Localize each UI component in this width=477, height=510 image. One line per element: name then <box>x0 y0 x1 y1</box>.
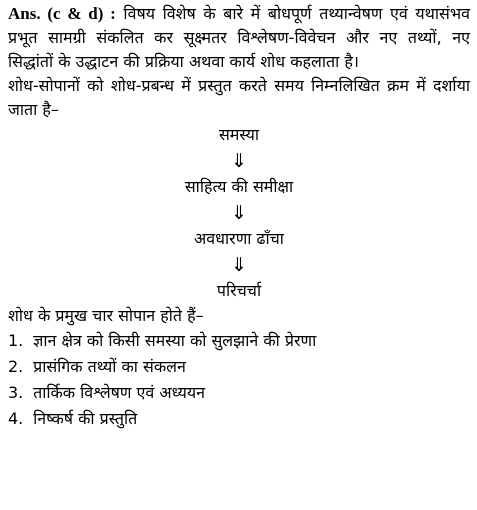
down-arrow-icon: ⇓ <box>231 150 247 172</box>
list-item <box>8 380 470 406</box>
down-arrow-icon: ⇓ <box>231 254 247 276</box>
list-item-number: 2. <box>8 357 24 376</box>
answer-text: विषय विशेष के बारे में बोधपूर्ण तथ्यान्वेषण एवं यथासंभव प्रभूत सामग्री संकलित कर सूक्ष्मतर विश्लेषण-विवेचन और नए तथ्यों, नए सिद्धांतों के उद्धाटन की प्रक्रिया अथवा कार्य शोध कहलाता है। <box>8 4 470 71</box>
answer-label: Ans. (c & d) : <box>8 4 116 23</box>
list-item <box>8 406 470 432</box>
list-item-text: निष्कर्ष की प्रस्तुति <box>33 409 138 428</box>
list-item <box>8 328 470 354</box>
list-item-text: ज्ञान क्षेत्र को किसी समस्या को सुलझाने की प्रेरणा <box>33 331 317 350</box>
list-item-text: प्रासंगिक तथ्यों का संकलन <box>33 357 186 376</box>
flow-step-literature-review: साहित्य की समीक्षा <box>184 177 294 196</box>
list-item-number: 4. <box>8 409 24 428</box>
flow-diagram <box>8 122 470 304</box>
list-item-number: 3. <box>8 383 24 402</box>
list-item-text: तार्किक विश्लेषण एवं अध्ययन <box>33 383 206 402</box>
answer-paragraph <box>8 2 470 74</box>
intro-paragraph: शोध-सोपानों को शोध-प्रबन्ध में प्रस्तुत करते समय निम्नलिखित क्रम में दर्शाया जाता है– <box>8 76 470 119</box>
down-arrow-icon: ⇓ <box>231 202 247 224</box>
steps-list <box>8 328 470 432</box>
list-item-number: 1. <box>8 331 24 350</box>
flow-step-conceptual-framework: अवधारणा ढाँचा <box>194 229 284 248</box>
flow-step-problem: समस्या <box>218 125 260 144</box>
steps-intro: शोध के प्रमुख चार सोपान होते हैं– <box>8 306 204 325</box>
list-item <box>8 354 470 380</box>
flow-step-discussion: परिचर्चा <box>216 281 262 300</box>
document-page <box>8 2 470 432</box>
